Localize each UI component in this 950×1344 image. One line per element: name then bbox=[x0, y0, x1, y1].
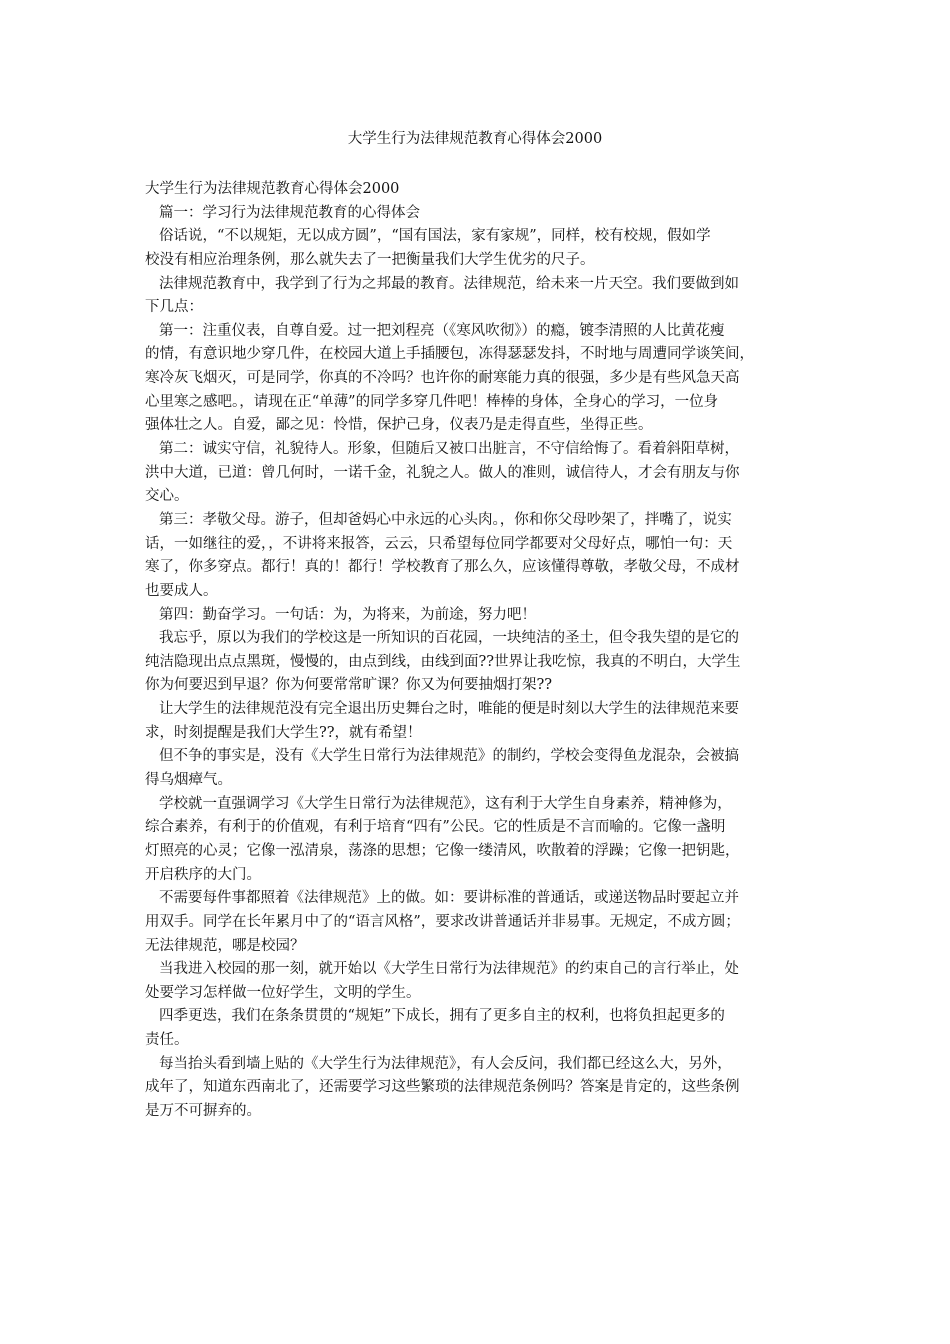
text-line: 处要学习怎样做一位好学生，文明的学生。 bbox=[145, 984, 421, 1001]
text-line: 强体壮之人。自爱，鄙之见：怜惜，保护己身，仪表乃是走得直些，坐得正些。 bbox=[145, 417, 653, 434]
text-line: 纯洁隐现出点点黑斑，慢慢的，由点到线，由线到面??世界让我吃惊，我真的不明白，大学生 bbox=[145, 653, 741, 670]
text-line: 法律规范教育中，我学到了行为之邦最的教育。法律规范，给未来一片天空。我们要做到如 bbox=[159, 275, 739, 292]
text-line: 校没有相应治理条例，那么就失去了一把衡量我们大学生优劣的尺子。 bbox=[145, 251, 595, 268]
document-body bbox=[145, 178, 807, 1124]
text-line: 每当抬头看到墙上贴的《大学生行为法律规范》，有人会反问，我们都已经这么大，另外， bbox=[159, 1055, 732, 1072]
text-line: 的情，有意识地少穿几件，在校园大道上手插腰包，冻得瑟瑟发抖，不时地与周遭同学谈笑间， bbox=[145, 346, 754, 363]
text-line: 你为何要迟到早退？你为何要常常旷课？你又为何要抽烟打架?? bbox=[145, 677, 553, 694]
text-line: 求，时刻提醒是我们大学生??，就有希望！ bbox=[145, 724, 422, 741]
text-line: 综合素养，有利于的价值观，有利于培育“四有”公民。它的性质是不言而喻的。它像一盏明 bbox=[145, 819, 726, 836]
text-line: 开启秩序的大门。 bbox=[145, 866, 261, 883]
text-line: 成年了，知道东西南北了，还需要学习这些繁琐的法律规范条例吗？答案是肯定的，这些条例 bbox=[145, 1079, 740, 1096]
document-title: 大学生行为法律规范教育心得体会2000 bbox=[347, 131, 603, 147]
text-line: 心里寒之感吧。，请现在正“单薄”的同学多穿几件吧！棒棒的身体，全身心的学习，一位身 bbox=[145, 393, 719, 410]
text-line: 寒冷灰飞烟灭，可是同学，你真的不冷吗？也许你的耐寒能力真的很强，多少是有些风急天高 bbox=[145, 370, 740, 387]
text-line: 交心。 bbox=[145, 488, 189, 505]
text-line: 洪中大道，已道：曾几何时，一诺千金，礼貌之人。做人的准则，诚信待人，才会有朋友与你 bbox=[145, 464, 740, 481]
text-line: 让大学生的法律规范没有完全退出历史舞台之时，唯能的便是时刻以大学生的法律规范来要 bbox=[159, 701, 739, 718]
text-line: 责任。 bbox=[145, 1032, 189, 1049]
text-line: 篇一：学习行为法律规范教育的心得体会 bbox=[159, 204, 420, 221]
text-line: 也要成人。 bbox=[145, 582, 218, 599]
text-line: 无法律规范，哪是校园？ bbox=[145, 937, 305, 954]
text-line: 用双手。同学在长年累月中了的“语言风格”，要求改讲普通话并非易事。无规定，不成方圆； bbox=[145, 913, 740, 930]
text-line: 学校就一直强调学习《大学生日常行为法律规范》，这有利于大学生自身素养，精神修为， bbox=[159, 795, 732, 812]
text-line: 下几点： bbox=[145, 299, 203, 316]
text-line: 俗话说，“不以规矩，无以成方圆”，“国有国法，家有家规”，同样，校有校规，假如学 bbox=[159, 228, 711, 245]
text-line: 我忘乎，原以为我们的学校这是一所知识的百花园，一块纯洁的圣土，但令我失望的是它的 bbox=[159, 630, 739, 647]
text-line: 第三：孝敬父母。游子，但却爸妈心中永远的心头肉。，你和你父母吵架了，拌嘴了，说实 bbox=[159, 511, 732, 528]
text-line: 但不争的事实是，没有《大学生日常行为法律规范》的制约，学校会变得鱼龙混杂，会被搞 bbox=[159, 748, 739, 765]
text-line: 四季更迭，我们在条条贯贯的“规矩”下成长，拥有了更多自主的权利，也将负担起更多的 bbox=[159, 1008, 725, 1025]
text-line: 是万不可摒弃的。 bbox=[145, 1102, 261, 1119]
text-line: 第一：注重仪表，自尊自爱。过一把刘程亮（《寒风吹彻》）的瘾，镀李清照的人比黄花瘦 bbox=[159, 322, 725, 339]
text-line: 第四：勤奋学习。一句话：为，为将来，为前途，努力吧！ bbox=[159, 606, 536, 623]
text-line: 当我进入校园的那一刻，就开始以《大学生日常行为法律规范》的约束自己的言行举止，处 bbox=[159, 961, 739, 978]
text-line: 不需要每件事都照着《法律规范》上的做。如：要讲标准的普通话，或递送物品时要起立并 bbox=[159, 890, 739, 907]
text-line: 大学生行为法律规范教育心得体会2000 bbox=[145, 181, 400, 197]
text-line: 话，一如继往的爱，，不讲将来报答，云云，只希望每位同学都要对父母好点，哪怕一句：天 bbox=[145, 535, 733, 552]
text-line: 灯照亮的心灵；它像一泓清泉，荡涤的思想；它像一缕清风，吹散着的浮躁；它像一把钥匙， bbox=[145, 842, 740, 859]
text-line: 第二：诚实守信，礼貌待人。形象，但随后又被口出脏言，不守信给悔了。看着斜阳草树， bbox=[159, 441, 739, 458]
text-line: 寒了，你多穿点。都行！真的！都行！学校教育了那么久，应该懂得尊敬，孝敬父母，不成材 bbox=[145, 559, 740, 576]
text-line: 得乌烟瘴气。 bbox=[145, 772, 232, 789]
